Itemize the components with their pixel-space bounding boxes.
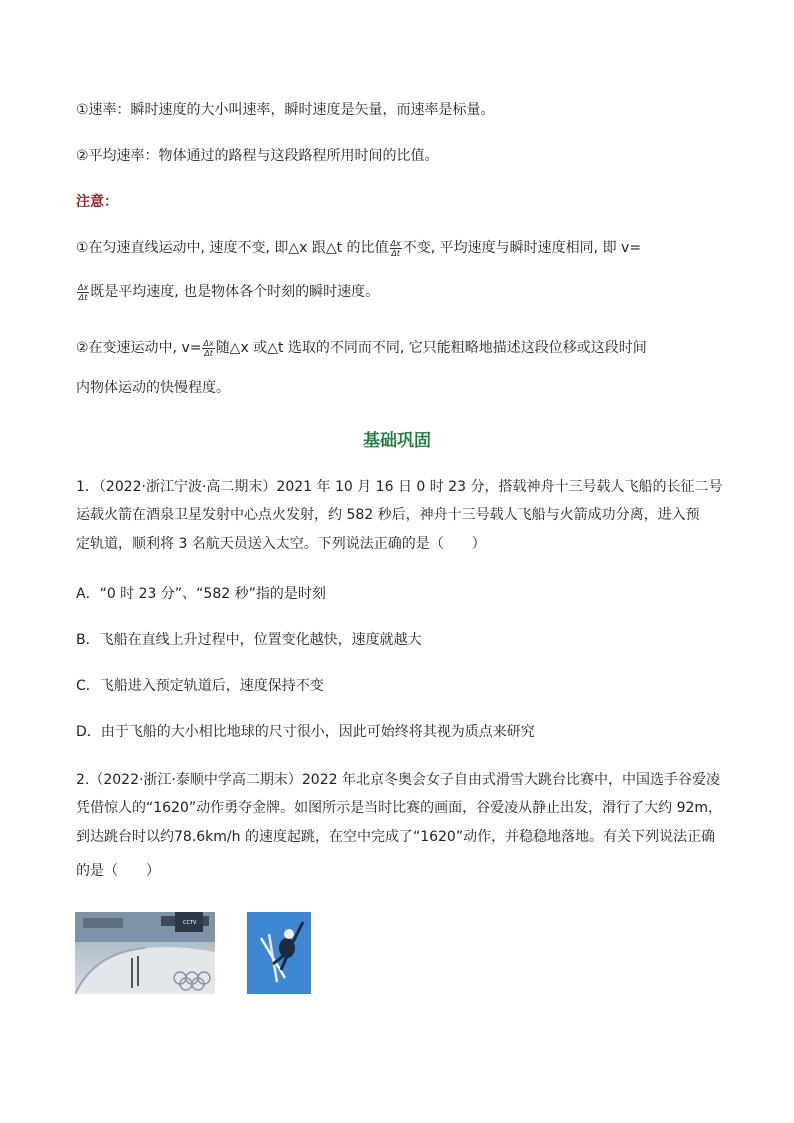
note-2-line-2: 内物体运动的快慢程度。 — [76, 380, 230, 396]
question-1-line-3: 定轨道，顺利将 3 名航天员送入太空。下列说法正确的是（ ） — [76, 536, 486, 552]
question-2-line-4: 的是（ ） — [76, 863, 160, 879]
fraction-numerator: Δx — [390, 238, 401, 248]
question-1-option-c: C．飞船进入预定轨道后，速度保持不变 — [76, 678, 324, 694]
fraction-dx-dt — [390, 239, 402, 258]
question-1-option-a: A．“0 时 23 分”、“582 秒”指的是时刻 — [76, 586, 326, 602]
fraction-dx-dt — [77, 283, 89, 302]
cctv-logo: CCTV — [183, 920, 197, 926]
average-speed-definition: ②平均速率：物体通过的路程与这段路程所用时间的比值。 — [76, 148, 439, 164]
fraction-numerator: Δx — [78, 282, 89, 292]
fraction-dx-dt — [202, 339, 214, 358]
speed-definition: ①速率：瞬时速度的大小叫速率，瞬时速度是矢量，而速率是标量。 — [76, 102, 495, 118]
note-1-text-b: 不变, 平均速度与瞬时速度相同, 即 v= — [402, 240, 642, 256]
question-1-option-b: B．飞船在直线上升过程中，位置变化越快，速度就越大 — [76, 632, 422, 648]
note-1-text-c: 既是平均速度, 也是物体各个时刻的瞬时速度。 — [90, 284, 380, 300]
note-1-line-1 — [76, 238, 641, 258]
venue-illustration — [75, 912, 215, 994]
skier-illustration — [247, 912, 311, 994]
note-1-text-a: ①在匀速直线运动中, 速度不变, 即△x 跟△t 的比值 — [76, 240, 389, 256]
fraction-numerator: Δx — [203, 338, 214, 348]
question-1-line-2: 运载火箭在酒泉卫星发射中心点火发射，约 582 秒后，神舟十三号载人飞船与火箭成功分离，进入预 — [76, 507, 700, 523]
skier-in-air-photo — [247, 912, 311, 994]
question-2-line-3: 到达跳台时以约78.6km/h 的速度起跳，在空中完成了“1620”动作，并稳稳地落地。有关下列说法正确 — [76, 829, 716, 845]
question-2-line-2: 凭借惊人的“1620”动作勇夺金牌。如图所示是当时比赛的画面，谷爱凌从静止出发，滑行了大约 92m， — [76, 800, 723, 816]
section-title: 基础巩固 — [363, 431, 431, 451]
question-2-line-1: 2.（2022·浙江·泰顺中学高二期末）2022 年北京冬奥会女子自由式滑雪大跳台比赛中，中国选手谷爱凌 — [76, 772, 720, 788]
note-1-line-2 — [76, 282, 379, 302]
fraction-denominator: Δt — [391, 248, 400, 258]
fraction-denominator: Δt — [204, 348, 213, 358]
halfpipe-venue-photo — [75, 912, 215, 994]
fraction-denominator: Δt — [78, 292, 88, 302]
note-2-line-1 — [76, 338, 647, 358]
question-1-line-1: 1．（2022·浙江宁波·高二期末）2021 年 10 月 16 日 0 时 23 分，搭载神舟十三号载人飞船的长征二号 — [76, 479, 723, 495]
note-heading: 注意： — [76, 194, 118, 210]
question-1-option-d: D．由于飞船的大小相比地球的尺寸很小，因此可始终将其视为质点来研究 — [76, 724, 535, 740]
note-2-text-a: ②在变速运动中, v= — [76, 340, 202, 356]
note-2-text-b: 随△x 或△t 选取的不同而不同, 它只能粗略地描述这段位移或这段时间 — [215, 340, 647, 356]
